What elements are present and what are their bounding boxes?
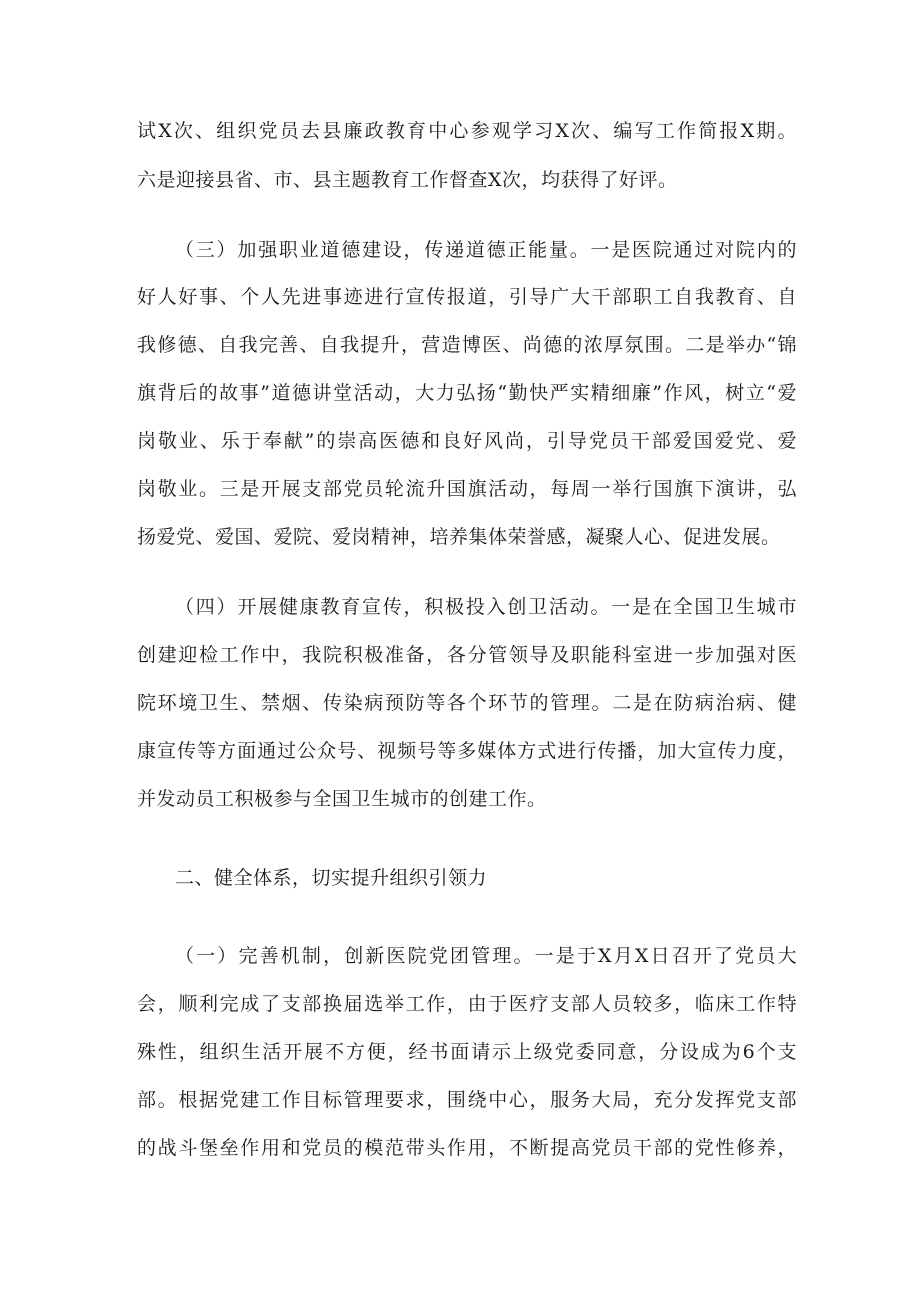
section-heading: 二、健全体系，切实提升组织引领力 (175, 867, 488, 889)
paragraph-line: 岗敬业。三是开展支部党员轮流升国旗活动，每周一举行国旗下演讲，弘 (137, 478, 797, 500)
paragraph-line: （三）加强职业道德建设，传递道德正能量。一是医院通过对院内的 (175, 239, 797, 261)
paragraph-line: 好人好事、个人先进事迹进行宣传报道，引导广大干部职工自我教育、自 (137, 286, 797, 308)
paragraph-line: 岗敬业、乐于奉献”的崇高医德和良好风尚，引导党员干部爱国爱党、爱 (137, 430, 797, 452)
paragraph-line: 部。根据党建工作目标管理要求，围绕中心，服务大局，充分发挥党支部 (137, 1089, 797, 1111)
paragraph-line: 的战斗堡垒作用和党员的模范带头作用，不断提高党员干部的党性修养， (137, 1137, 797, 1159)
paragraph-line: 会，顺利完成了支部换届选举工作，由于医疗支部人员较多，临床工作特 (137, 993, 797, 1015)
paragraph-line: 殊性，组织生活开展不方便，经书面请示上级党委同意，分设成为6个支 (137, 1041, 797, 1063)
paragraph-line: （四）开展健康教育宣传，积极投入创卫活动。一是在全国卫生城市 (175, 596, 797, 618)
paragraph-line: 创建迎检工作中，我院积极准备，各分管领导及职能科室进一步加强对医 (137, 644, 797, 666)
paragraph-line: 康宣传等方面通过公众号、视频号等多媒体方式进行传播，加大宣传力度， (137, 740, 797, 762)
paragraph-line: 扬爱党、爱国、爱院、爱岗精神，培养集体荣誉感，凝聚人心、促进发展。 (137, 526, 781, 548)
paragraph-line: 六是迎接县省、市、县主题教育工作督查X次，均获得了好评。 (137, 169, 678, 191)
paragraph-line: 我修德、自我完善、自我提升，营造博医、尚德的浓厚氛围。二是举办“锦 (137, 334, 797, 356)
paragraph-line: 旗背后的故事”道德讲堂活动，大力弘扬“勤快严实精细廉”作风，树立“爱 (137, 382, 797, 404)
paragraph-line: 院环境卫生、禁烟、传染病预防等各个环节的管理。二是在防病治病、健 (137, 692, 797, 714)
paragraph-line: （一）完善机制，创新医院党团管理。一是于X月X日召开了党员大 (175, 945, 797, 967)
paragraph-line: 并发动员工积极参与全国卫生城市的创建工作。 (137, 788, 547, 810)
paragraph-line: 试X次、组织党员去县廉政教育中心参观学习X次、编写工作简报X期。 (137, 120, 797, 142)
